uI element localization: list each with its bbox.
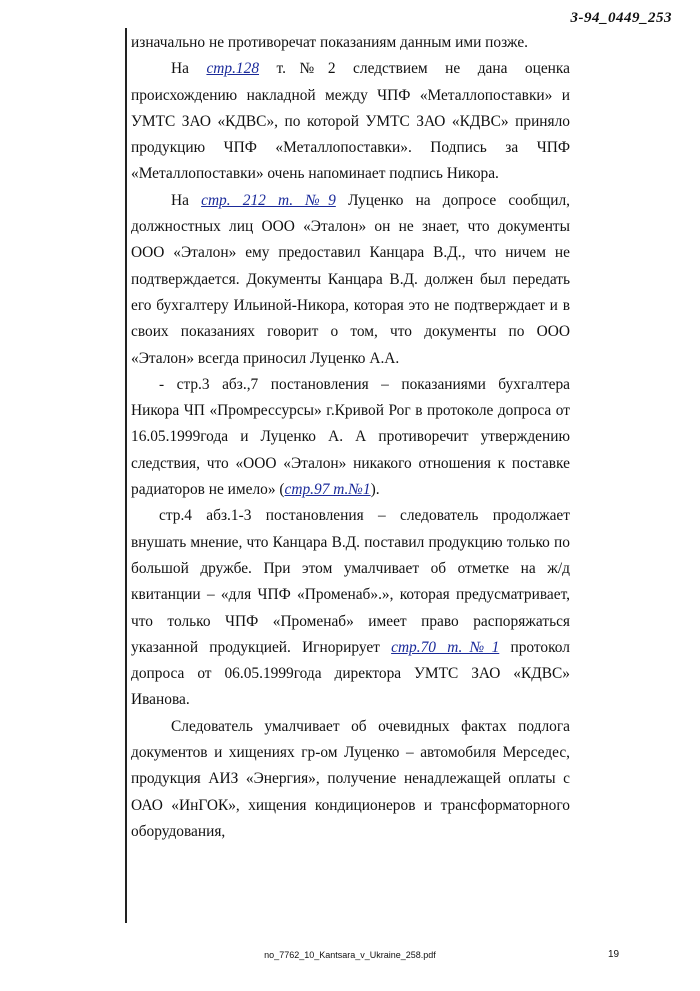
case-page-reference-link[interactable]: стр. 212 т. №9 (201, 191, 336, 209)
paragraph-text: На (171, 191, 202, 209)
paragraph-text: Луценко на допросе сообщил, должностных лиц ООО «Эталон» он не знает, что документы ООО «Эталон» ему предоставил Канцара В.Д., что ничем не подтверждается. Документы Канцара В.Д. должен был передать его бухгалтеру Ильиной-Никора, которая это не подтверждает и в своих показаниях говорит о том, что документы по ООО «Эталон» всегда приносил Луценко А.А. (131, 191, 570, 367)
paragraph-text: Следователь умалчивает об очевидных фактах подлога документов и хищениях гр-ом Луценко – автомобиля Мерседес, продукция АИЗ «Энергия», получение ненадлежащей оплаты с ОАО «ИнГОК», хищения кондиционеров и трансформаторного оборудования, (131, 717, 570, 840)
paragraph-forgery-facts (131, 714, 570, 845)
left-margin-line (125, 28, 127, 923)
document-body (131, 30, 570, 845)
case-page-reference-link[interactable]: стр.97 т.№1 (284, 481, 371, 499)
paragraph-text: - стр.3 абз.,7 постановления – показаниями бухгалтера Никора ЧП «Промрессурсы» г.Кривой Рог в протоколе допроса от 16.05.1999года и Луценко А. А противоречит утверждению следствия, что «ООО «Эталон» никакого отношения к поставке радиаторов не имело» ( (131, 375, 570, 499)
paragraph-text: изначально не противоречат показаниям данным ими позже. (131, 34, 529, 51)
page-reference-number: 3-94_0449_253 (570, 10, 672, 26)
paragraph-text: протокол допроса от 06.05.1999года директора УМТС ЗАО «КДВС» Иванова. (131, 638, 570, 709)
footer-page-number: 19 (608, 949, 620, 960)
case-page-reference-link[interactable]: стр.128 (206, 60, 260, 78)
paragraph-invoice-origin (131, 56, 570, 187)
paragraph-continuation (131, 30, 570, 56)
paragraph-text: ). (370, 481, 380, 499)
case-page-reference-link[interactable]: стр.70 т.№1 (391, 638, 500, 656)
paragraph-accountant-testimony (131, 372, 570, 503)
paragraph-text: стр.4 абз.1-3 постановления – следователь продолжает внушать мнение, что Канцара В.Д. поставил продукцию только по большой дружбе. При этом умалчивает об отметке на ж/д квитанции – «для ЧПФ «Променаб».», которая предусматривает, что только ЧПФ «Променаб» имеет право распоряжаться указанной продукцией. Игнорирует (131, 507, 570, 656)
paragraph-text: т.№2 следствием не дана оценка происхождению накладной между ЧПФ «Металлопоставки» и УМТС ЗАО «КДВС», по которой УМТС ЗАО «КДВС» приняло продукцию ЧПФ «Металлопоставки». Подпись за ЧПФ «Металлопоставки» очень напоминает подпись Никора. (131, 60, 570, 183)
paragraph-lutsenko-interrogation (131, 188, 570, 372)
footer-filename: no_7762_10_Kantsara_v_Ukraine_258.pdf (264, 950, 436, 960)
paragraph-investigator-suggestion (131, 503, 570, 713)
paragraph-text: На (171, 60, 207, 78)
